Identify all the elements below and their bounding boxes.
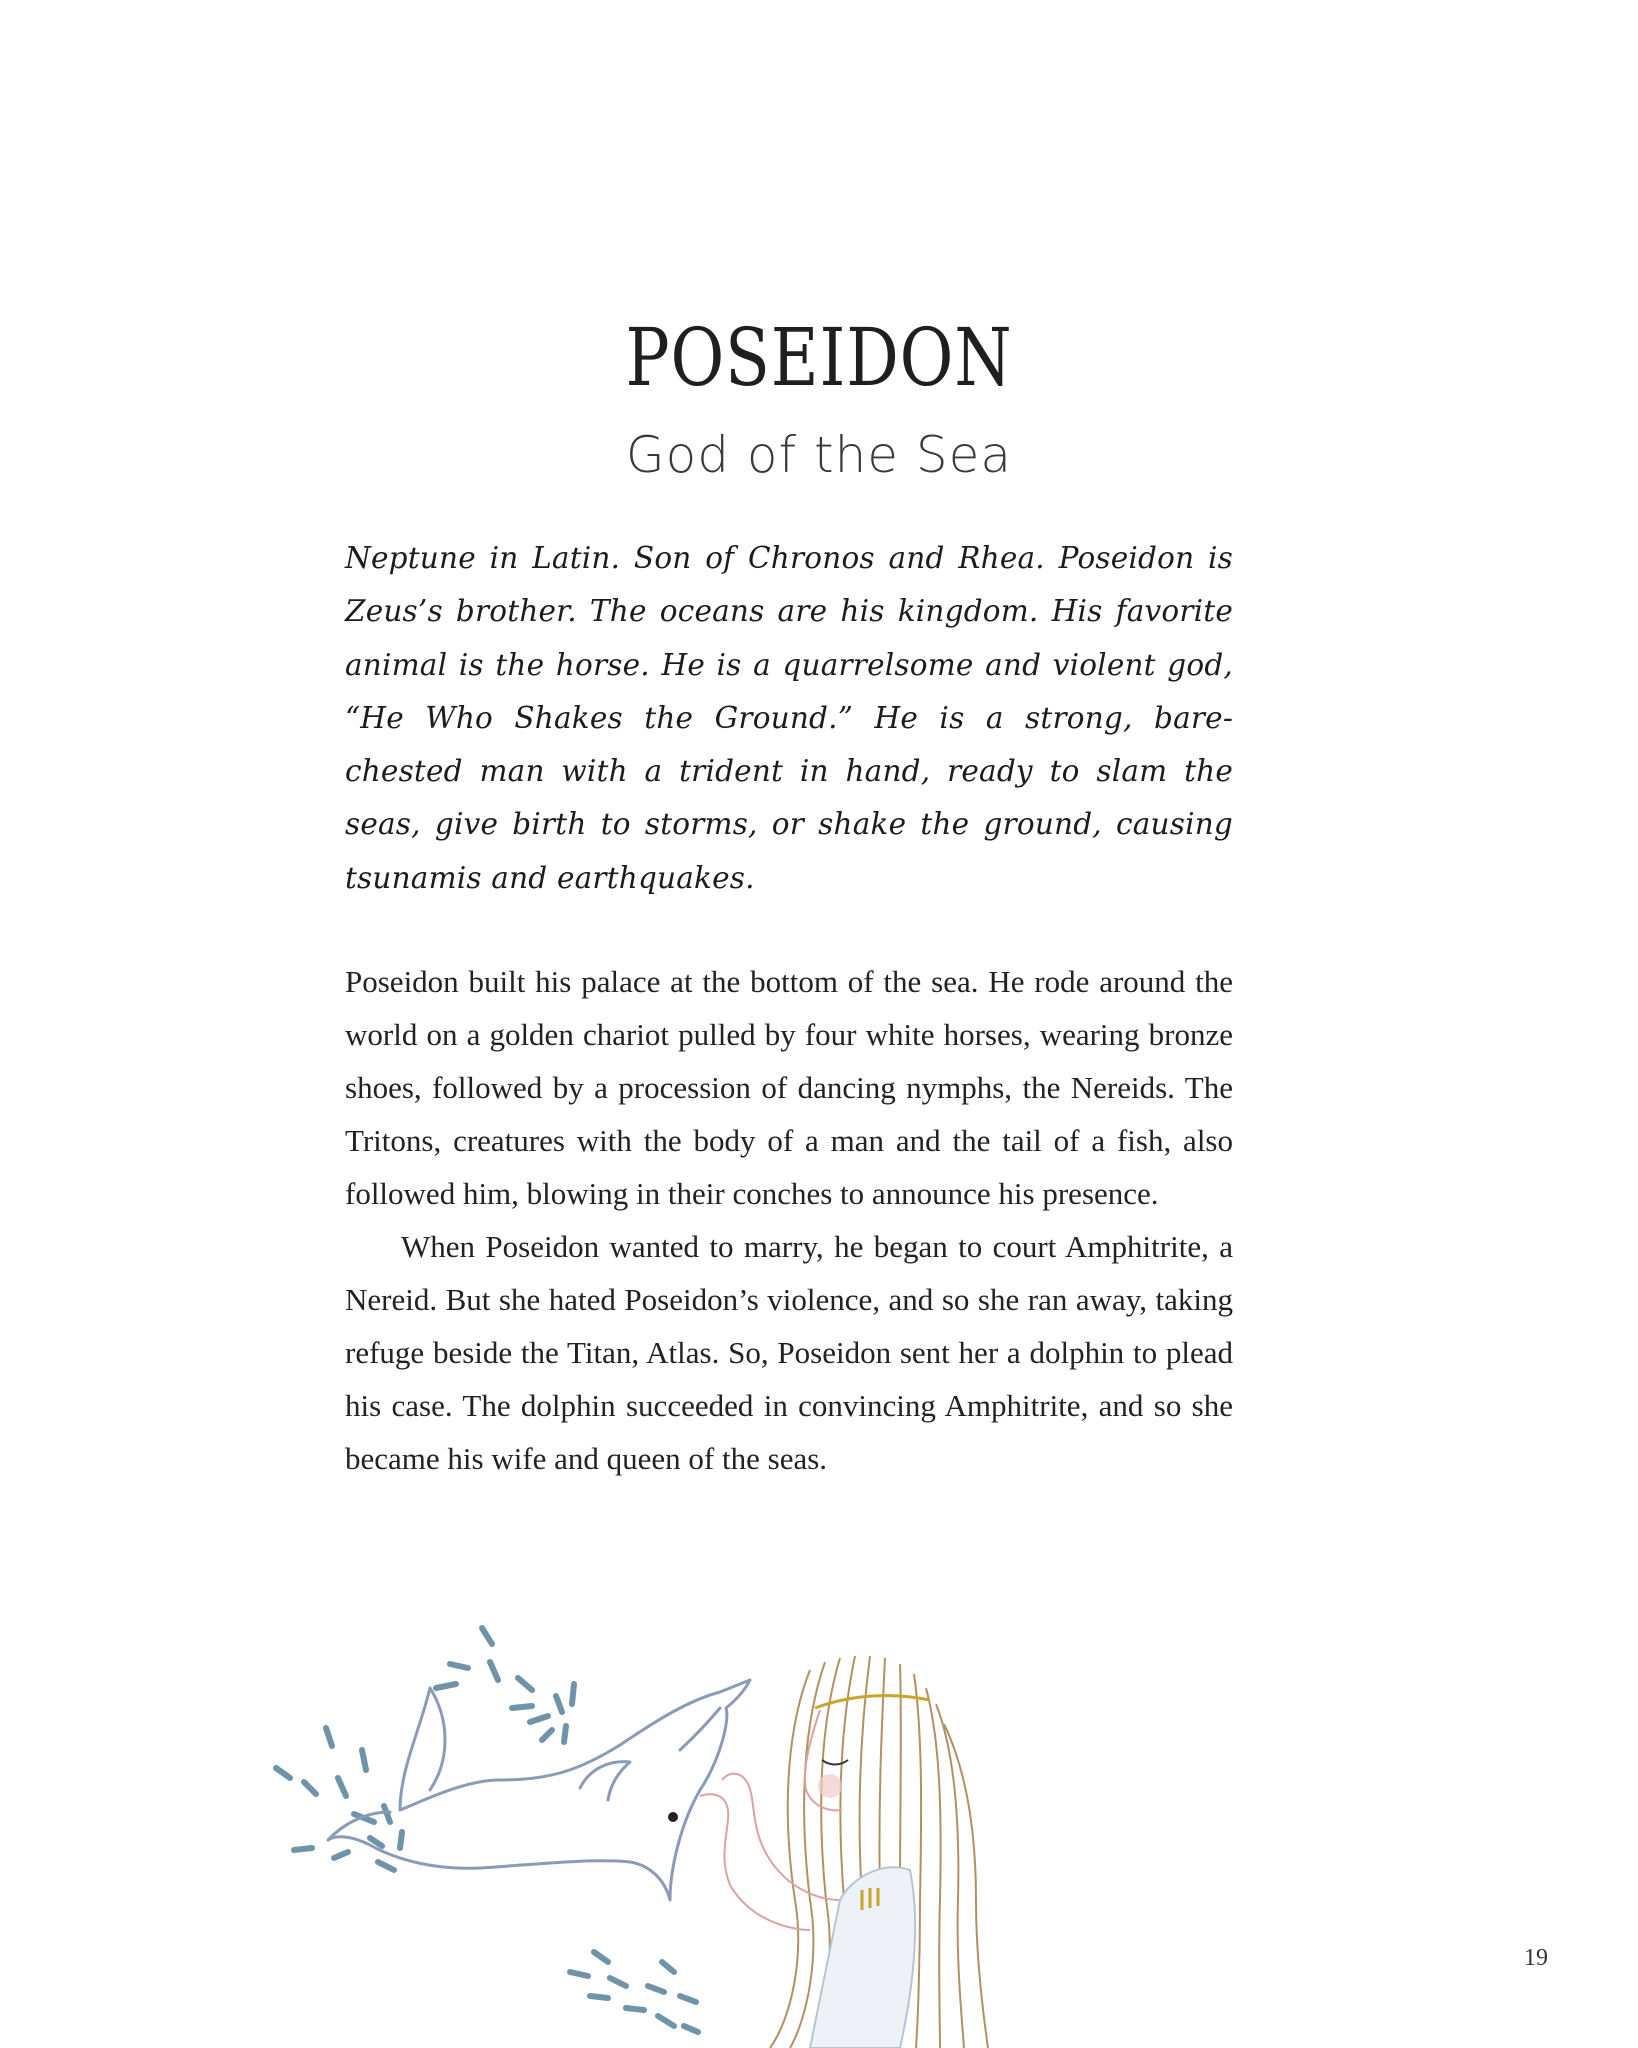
- dolphin-eye-icon: [668, 1812, 678, 1822]
- dolphin-and-amphitrite-illustration: [250, 1600, 1300, 2048]
- page-number: 19: [1524, 1945, 1548, 1971]
- page-title: POSEIDON: [625, 311, 1013, 404]
- arms-icon: [700, 1774, 840, 1930]
- body-paragraph: Poseidon built his palace at the bottom of the sea. He rode around the world on a golden chariot pulled by four white horses, wearing bronze shoes, followed by a procession of dancing nymphs, the Nereids. The Tritons, creatures with the body of a man and the tail of a fish, also followed him, blowing in their conches to announce his presence.: [345, 964, 1233, 1211]
- closed-eye-icon: [822, 1760, 848, 1765]
- body-paragraph: When Poseidon wanted to marry, he began to court Amphitrite, a Nereid. But she hated Poseidon’s violence, and so she ran away, taking refuge beside the Titan, Atlas. So, Poseidon sent her a dolphin to plead his case. The dolphin succeeded in convincing Amphitrite, and so she became his wife and queen of the seas.: [345, 1229, 1233, 1476]
- page-subtitle: God of the Sea: [625, 426, 1013, 484]
- intro-paragraph: Neptune in Latin. Son of Chronos and Rhea. Poseidon is Zeus’s brother. The oceans are his kingdom. His favorite animal is the horse. He is a quarrelsome and violent god, “He Who Shakes the Ground.” He is a strong, bare-chested man with a trident in hand, ready to slam the seas, give birth to storms, or shake the ground, causing tsunamis and earthquakes.: [345, 541, 1233, 895]
- crown-icon: [815, 1696, 930, 1708]
- body-text: [345, 955, 1233, 1485]
- cheek-icon: [818, 1774, 842, 1798]
